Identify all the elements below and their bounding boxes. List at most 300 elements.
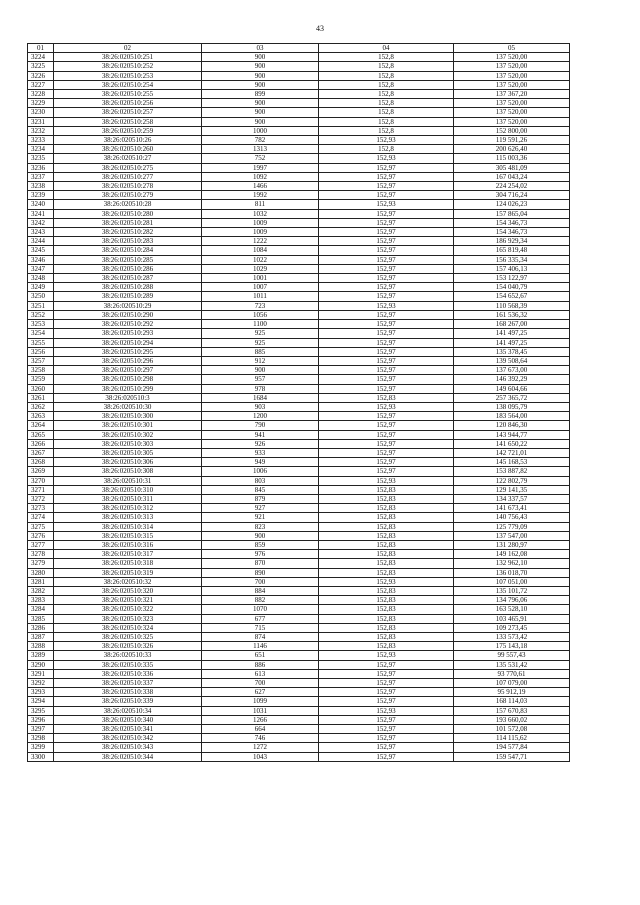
area-value: 900 [202,366,319,375]
row-number: 3299 [28,743,54,752]
cadastral-number: 38:26:020510:28 [54,200,202,209]
cadastral-cost: 110 568,39 [454,301,570,310]
specific-value: 152,8 [319,145,454,154]
cadastral-cost: 137 547,00 [454,531,570,540]
area-value: 900 [202,53,319,62]
specific-value: 152,97 [319,660,454,669]
table-row [28,172,570,181]
cadastral-number: 38:26:020510:308 [54,467,202,476]
cadastral-number: 38:26:020510:311 [54,494,202,503]
table-row [28,255,570,264]
cadastral-number: 38:26:020510:253 [54,71,202,80]
table-row [28,154,570,163]
cadastral-cost: 224 254,02 [454,182,570,191]
specific-value: 152,97 [319,467,454,476]
specific-value: 152,93 [319,200,454,209]
row-number: 3285 [28,614,54,623]
area-value: 627 [202,688,319,697]
row-number: 3231 [28,117,54,126]
table-row [28,531,570,540]
cadastral-number: 38:26:020510:29 [54,301,202,310]
table-row [28,596,570,605]
area-value: 900 [202,99,319,108]
cadastral-cost: 154 040,79 [454,283,570,292]
row-number: 3239 [28,191,54,200]
cadastral-cost: 137 520,00 [454,80,570,89]
table-row [28,126,570,135]
specific-value: 152,97 [319,697,454,706]
page-number: 43 [316,24,324,33]
table-row [28,669,570,678]
cadastral-cost: 134 337,57 [454,494,570,503]
cadastral-cost: 99 557,43 [454,651,570,660]
row-number: 3227 [28,80,54,89]
table-body [28,53,570,762]
cadastral-cost: 103 465,91 [454,614,570,623]
cadastral-number: 38:26:020510:320 [54,586,202,595]
area-value: 664 [202,725,319,734]
cadastral-cost: 122 802,79 [454,476,570,485]
row-number: 3273 [28,504,54,513]
cadastral-cost: 153 122,97 [454,274,570,283]
cadastral-number: 38:26:020510:300 [54,412,202,421]
cadastral-number: 38:26:020510:292 [54,320,202,329]
row-number: 3242 [28,218,54,227]
row-number: 3237 [28,172,54,181]
specific-value: 152,97 [319,320,454,329]
table-row [28,366,570,375]
table-row [28,62,570,71]
row-number: 3243 [28,228,54,237]
table-row [28,577,570,586]
table-row [28,421,570,430]
specific-value: 152,97 [319,366,454,375]
row-number: 3271 [28,485,54,494]
table-row [28,310,570,319]
cadastral-number: 38:26:020510:322 [54,605,202,614]
cadastral-cost: 101 572,08 [454,725,570,734]
table-row [28,228,570,237]
cadastral-number: 38:26:020510:323 [54,614,202,623]
specific-value: 152,83 [319,393,454,402]
row-number: 3234 [28,145,54,154]
specific-value: 152,97 [319,246,454,255]
specific-value: 152,97 [319,679,454,688]
cadastral-number: 38:26:020510:319 [54,568,202,577]
specific-value: 152,97 [319,329,454,338]
cadastral-cost: 167 043,24 [454,172,570,181]
specific-value: 152,97 [319,172,454,181]
specific-value: 152,97 [319,743,454,752]
table-row [28,393,570,402]
specific-value: 152,8 [319,53,454,62]
cadastral-cost: 146 392,29 [454,375,570,384]
row-number: 3275 [28,522,54,531]
cadastral-number: 38:26:020510:321 [54,596,202,605]
cadastral-cost: 193 660,02 [454,715,570,724]
table-row [28,237,570,246]
row-number: 3248 [28,274,54,283]
area-value: 723 [202,301,319,310]
table-row [28,697,570,706]
cadastral-cost: 137 520,00 [454,117,570,126]
cadastral-number: 38:26:020510:310 [54,485,202,494]
cadastral-number: 38:26:020510:338 [54,688,202,697]
area-value: 1200 [202,412,319,421]
cadastral-number: 38:26:020510:288 [54,283,202,292]
specific-value: 152,83 [319,540,454,549]
row-number: 3296 [28,715,54,724]
header-col-05: 05 [454,44,570,53]
table-row [28,586,570,595]
cadastral-number: 38:26:020510:258 [54,117,202,126]
cadastral-cost: 168 114,03 [454,697,570,706]
cadastral-cost: 137 520,00 [454,53,570,62]
specific-value: 152,83 [319,642,454,651]
table-row [28,163,570,172]
cadastral-cost: 141 497,25 [454,329,570,338]
cadastral-cost: 194 577,84 [454,743,570,752]
specific-value: 152,8 [319,117,454,126]
cadastral-number: 38:26:020510:316 [54,540,202,549]
cadastral-cost: 132 962,10 [454,559,570,568]
table-row [28,402,570,411]
cadastral-cost: 142 721,01 [454,448,570,457]
cadastral-number: 38:26:020510:279 [54,191,202,200]
cadastral-number: 38:26:020510:313 [54,513,202,522]
cadastral-cost: 157 406,13 [454,264,570,273]
table-row [28,301,570,310]
area-value: 1056 [202,310,319,319]
specific-value: 152,8 [319,62,454,71]
row-number: 3274 [28,513,54,522]
table-row [28,494,570,503]
row-number: 3233 [28,136,54,145]
header-col-04: 04 [319,44,454,53]
table-header-row [28,44,570,53]
row-number: 3249 [28,283,54,292]
cadastral-cost: 120 846,30 [454,421,570,430]
row-number: 3270 [28,476,54,485]
row-number: 3266 [28,439,54,448]
table-row [28,329,570,338]
cadastral-number: 38:26:020510:27 [54,154,202,163]
table-row [28,80,570,89]
specific-value: 152,97 [319,163,454,172]
table-row [28,743,570,752]
cadastral-number: 38:26:020510:282 [54,228,202,237]
table-row [28,292,570,301]
area-value: 900 [202,531,319,540]
area-value: 870 [202,559,319,568]
table-row [28,559,570,568]
area-value: 1006 [202,467,319,476]
row-number: 3300 [28,752,54,761]
area-value: 1684 [202,393,319,402]
cadastral-cost: 149 604,66 [454,384,570,393]
row-number: 3236 [28,163,54,172]
table-row [28,688,570,697]
area-value: 900 [202,62,319,71]
cadastral-number: 38:26:020510:254 [54,80,202,89]
area-value: 1009 [202,228,319,237]
cadastral-number: 38:26:020510:295 [54,347,202,356]
row-number: 3288 [28,642,54,651]
area-value: 874 [202,633,319,642]
table-row [28,439,570,448]
table-row [28,320,570,329]
table-row [28,191,570,200]
row-number: 3250 [28,292,54,301]
cadastral-cost: 304 716,24 [454,191,570,200]
table-row [28,182,570,191]
cadastral-number: 38:26:020510:31 [54,476,202,485]
cadastral-cost: 109 273,45 [454,623,570,632]
cadastral-number: 38:26:020510:342 [54,734,202,743]
table-row [28,200,570,209]
cadastral-cost: 156 335,34 [454,255,570,264]
area-value: 1092 [202,172,319,181]
row-number: 3264 [28,421,54,430]
cadastral-number: 38:26:020510:305 [54,448,202,457]
specific-value: 152,97 [319,734,454,743]
area-value: 613 [202,669,319,678]
specific-value: 152,97 [319,688,454,697]
cadastral-number: 38:26:020510:32 [54,577,202,586]
table-row [28,430,570,439]
cadastral-cost: 257 365,72 [454,393,570,402]
area-value: 925 [202,329,319,338]
cadastral-cost: 115 003,36 [454,154,570,163]
specific-value: 152,97 [319,430,454,439]
area-value: 1031 [202,706,319,715]
cadastral-number: 38:26:020510:315 [54,531,202,540]
table-row [28,71,570,80]
area-value: 925 [202,338,319,347]
table-row [28,117,570,126]
cadastral-number: 38:26:020510:341 [54,725,202,734]
specific-value: 152,97 [319,439,454,448]
specific-value: 152,8 [319,71,454,80]
cadastral-number: 38:26:020510:302 [54,430,202,439]
area-value: 782 [202,136,319,145]
cadastral-number: 38:26:020510:337 [54,679,202,688]
cadastral-cost: 183 564,00 [454,412,570,421]
cadastral-cost: 124 026,23 [454,200,570,209]
row-number: 3298 [28,734,54,743]
specific-value: 152,97 [319,458,454,467]
row-number: 3267 [28,448,54,457]
specific-value: 152,97 [319,356,454,365]
area-value: 700 [202,577,319,586]
row-number: 3252 [28,310,54,319]
cadastral-cost: 153 887,82 [454,467,570,476]
specific-value: 152,83 [319,586,454,595]
table-row [28,633,570,642]
area-value: 927 [202,504,319,513]
row-number: 3263 [28,412,54,421]
row-number: 3286 [28,623,54,632]
cadastral-number: 38:26:020510:318 [54,559,202,568]
area-value: 957 [202,375,319,384]
cadastral-number: 38:26:020510:298 [54,375,202,384]
row-number: 3244 [28,237,54,246]
row-number: 3253 [28,320,54,329]
table-row [28,347,570,356]
table-row [28,99,570,108]
specific-value: 152,97 [319,421,454,430]
cadastral-cost: 136 018,70 [454,568,570,577]
area-value: 1084 [202,246,319,255]
area-value: 700 [202,679,319,688]
table-row [28,283,570,292]
specific-value: 152,97 [319,375,454,384]
area-value: 1032 [202,209,319,218]
cadastral-cost: 107 051,00 [454,577,570,586]
table-row [28,90,570,99]
area-value: 1222 [202,237,319,246]
area-value: 752 [202,154,319,163]
specific-value: 152,97 [319,191,454,200]
cadastral-cost: 163 528,10 [454,605,570,614]
specific-value: 152,8 [319,108,454,117]
row-number: 3284 [28,605,54,614]
cadastral-cost: 137 520,00 [454,62,570,71]
cadastral-cost: 137 520,00 [454,108,570,117]
cadastral-number: 38:26:020510:277 [54,172,202,181]
area-value: 882 [202,596,319,605]
specific-value: 152,83 [319,531,454,540]
table-row [28,338,570,347]
specific-value: 152,8 [319,90,454,99]
cadastral-cost: 141 650,22 [454,439,570,448]
row-number: 3293 [28,688,54,697]
cadastral-number: 38:26:020510:303 [54,439,202,448]
table-row [28,246,570,255]
cadastral-number: 38:26:020510:343 [54,743,202,752]
cadastral-cost: 200 626,40 [454,145,570,154]
cadastral-number: 38:26:020510:280 [54,209,202,218]
cadastral-cost: 154 652,67 [454,292,570,301]
cadastral-number: 38:26:020510:251 [54,53,202,62]
cadastral-value-table [27,43,570,762]
row-number: 3255 [28,338,54,347]
table-row [28,375,570,384]
cadastral-cost: 137 520,00 [454,99,570,108]
area-value: 1313 [202,145,319,154]
table-row [28,476,570,485]
cadastral-number: 38:26:020510:256 [54,99,202,108]
specific-value: 152,97 [319,715,454,724]
area-value: 1022 [202,255,319,264]
cadastral-cost: 305 481,09 [454,163,570,172]
cadastral-cost: 157 865,04 [454,209,570,218]
cadastral-number: 38:26:020510:3 [54,393,202,402]
row-number: 3238 [28,182,54,191]
area-value: 885 [202,347,319,356]
area-value: 921 [202,513,319,522]
table-row [28,145,570,154]
area-value: 1100 [202,320,319,329]
row-number: 3247 [28,264,54,273]
row-number: 3260 [28,384,54,393]
row-number: 3279 [28,559,54,568]
cadastral-cost: 154 346,73 [454,228,570,237]
area-value: 890 [202,568,319,577]
specific-value: 152,97 [319,310,454,319]
row-number: 3230 [28,108,54,117]
cadastral-cost: 154 346,73 [454,218,570,227]
cadastral-cost: 137 367,20 [454,90,570,99]
area-value: 859 [202,540,319,549]
area-value: 746 [202,734,319,743]
table-row [28,725,570,734]
area-value: 886 [202,660,319,669]
cadastral-number: 38:26:020510:284 [54,246,202,255]
specific-value: 152,97 [319,274,454,283]
cadastral-number: 38:26:020510:296 [54,356,202,365]
area-value: 978 [202,384,319,393]
area-value: 903 [202,402,319,411]
area-value: 941 [202,430,319,439]
specific-value: 152,83 [319,485,454,494]
row-number: 3292 [28,679,54,688]
area-value: 884 [202,586,319,595]
cadastral-cost: 152 800,00 [454,126,570,135]
table-row [28,356,570,365]
cadastral-number: 38:26:020510:314 [54,522,202,531]
specific-value: 152,97 [319,448,454,457]
header-col-02: 02 [54,44,202,53]
cadastral-cost: 114 115,62 [454,734,570,743]
row-number: 3278 [28,550,54,559]
row-number: 3224 [28,53,54,62]
specific-value: 152,97 [319,347,454,356]
cadastral-number: 38:26:020510:285 [54,255,202,264]
area-value: 677 [202,614,319,623]
specific-value: 152,8 [319,126,454,135]
cadastral-cost: 138 095,79 [454,402,570,411]
row-number: 3283 [28,596,54,605]
row-number: 3254 [28,329,54,338]
table-row [28,136,570,145]
table-row [28,513,570,522]
row-number: 3240 [28,200,54,209]
table-row [28,108,570,117]
area-value: 1272 [202,743,319,752]
cadastral-number: 38:26:020510:317 [54,550,202,559]
specific-value: 152,83 [319,559,454,568]
cadastral-cost: 165 819,48 [454,246,570,255]
cadastral-number: 38:26:020510:257 [54,108,202,117]
area-value: 1000 [202,126,319,135]
cadastral-number: 38:26:020510:287 [54,274,202,283]
table-row [28,218,570,227]
cadastral-cost: 139 508,64 [454,356,570,365]
specific-value: 152,93 [319,402,454,411]
row-number: 3259 [28,375,54,384]
cadastral-number: 38:26:020510:30 [54,402,202,411]
cadastral-cost: 161 536,32 [454,310,570,319]
area-value: 1146 [202,642,319,651]
specific-value: 152,8 [319,99,454,108]
area-value: 900 [202,108,319,117]
cadastral-number: 38:26:020510:33 [54,651,202,660]
table-row [28,209,570,218]
area-value: 900 [202,80,319,89]
cadastral-cost: 131 280,97 [454,540,570,549]
area-value: 811 [202,200,319,209]
